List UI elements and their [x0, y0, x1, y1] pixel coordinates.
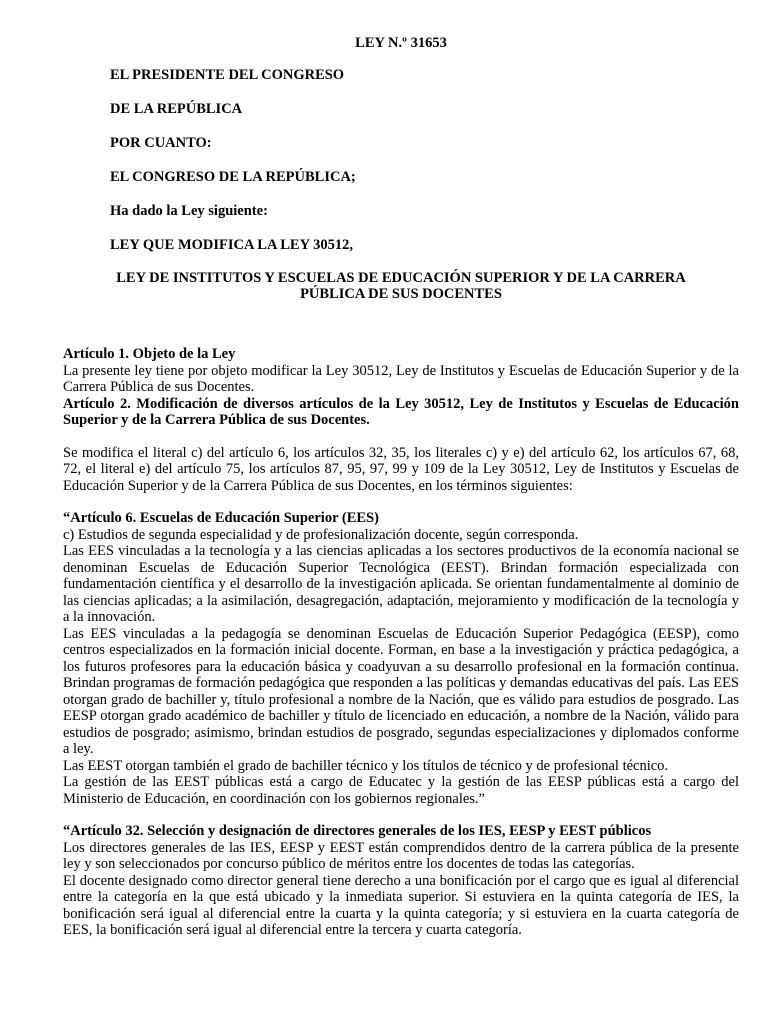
article-6-paragraph-1: c) Estudios de segunda especialidad y de profesionalización docente, según corresponda.: [63, 526, 579, 543]
law-title: [63, 270, 739, 302]
law-title-line-1: LEY DE INSTITUTOS Y ESCUELAS DE EDUCACIÓN SUPERIOR Y DE LA CARRERA: [116, 270, 686, 286]
article-6-paragraph-4: Las EEST otorgan también el grado de bachiller técnico y los títulos de técnico y de profesional técnico.: [63, 757, 669, 774]
article-1-heading: Artículo 1. Objeto de la Ley: [63, 346, 236, 362]
article-1-body: La presente ley tiene por objeto modificar la Ley 30512, Ley de Institutos y Escuelas de Educación Superior y de la Carrera Pública de sus Docentes.: [63, 362, 739, 395]
article-6-paragraph-3: Las EES vinculadas a la pedagogía se denominan Escuelas de Educación Superior Pedagógica (EESP), como centros especializados en la formación inicial docente. Forman, en base a la investigación y práctica pedagógica, a los futuros profesores para la educación básica y coadyuvan a su desarrollo profesional en la formación continua. Brindan programas de formación pedagógica que responden a las políticas y demandas educativas del país. Las EES otorgan grado de bachiller y, título profesional a nombre de la Nación, que es válido para estudios de posgrado. Las EESP otorgan grado académico de bachiller y título de licenciado en educación, a nombre de la Nación, válido para estudios de posgrado; asimismo, brindan estudios de posgrado, segundas especializaciones y diplomados conforme a ley.: [63, 625, 739, 757]
article-32-heading: “Artículo 32. Selección y designación de directores generales de los IES, EESP y EEST públicos: [63, 823, 652, 839]
article-2-body: Se modifica el literal c) del artículo 6, los artículos 32, 35, los literales c) y e) del artículo 62, los artículos 67, 68, 72, el literal e) del artículo 75, los artículos 87, 95, 97, 99 y 109 de la Ley 30512, Ley de Institutos y Escuelas de Educación Superior y de la Carrera Pública de sus Docentes, en los términos siguientes:: [63, 444, 739, 494]
preamble-line-1: EL PRESIDENTE DEL CONGRESO: [110, 67, 345, 83]
spacer: [63, 807, 739, 823]
preamble-line-3: POR CUANTO:: [110, 135, 212, 151]
spacer: [63, 429, 739, 445]
law-number: LEY N.º 31653: [355, 35, 447, 51]
preamble-line-2: DE LA REPÚBLICA: [110, 101, 243, 117]
law-title-line-2: PÚBLICA DE SUS DOCENTES: [300, 286, 502, 302]
article-32-paragraph-2: El docente designado como director general tiene derecho a una bonificación por el cargo que es igual al diferencial entre la categoría en la que está ubicado y la inmediata superior. Si estuviera en la quinta categoría de IES, la bonificación será igual al diferencial entre la cuarta y la quinta categoría; y si estuviera en la cuarta categoría de EES, la bonificación será igual al diferencial entre la tercera y cuarta categoría.: [63, 872, 739, 938]
article-6-paragraph-5: La gestión de las EEST públicas está a cargo de Educatec y la gestión de las EESP públicas está a cargo del Ministerio de Educación, en coordinación con los gobiernos regionales.”: [63, 774, 739, 807]
article-6-heading: “Artículo 6. Escuelas de Educación Superior (EES): [63, 510, 379, 526]
spacer: [63, 302, 739, 346]
preamble-line-5: Ha dado la Ley siguiente:: [110, 203, 268, 219]
preamble-line-4: EL CONGRESO DE LA REPÚBLICA;: [110, 169, 356, 185]
article-32-paragraph-1: Los directores generales de las IES, EESP y EEST están comprendidos dentro de la carrera pública de la presente ley y son seleccionados por concurso público de méritos entre los docentes de todas las categorías.: [63, 839, 739, 872]
article-2-heading: Artículo 2. Modificación de diversos artículos de la Ley 30512, Ley de Institutos y Escuelas de Educación Superior y de la Carrera Pública de sus Docentes.: [63, 395, 739, 428]
spacer: [63, 494, 739, 510]
preamble-line-6: LEY QUE MODIFICA LA LEY 30512,: [110, 237, 354, 253]
article-6-paragraph-2: Las EES vinculadas a la tecnología y a las ciencias aplicadas a los sectores productivos de la economía nacional se denominan Escuelas de Educación Superior Tecnológica (EEST). Brindan formación especializada con fundamentación científica y el desarrollo de la investigación aplicada. Se orientan fundamentalmente al dominio de las ciencias aplicadas; a la asimilación, desagregación, adaptación, mejoramiento y modificación de la tecnología y a la innovación.: [63, 543, 739, 625]
